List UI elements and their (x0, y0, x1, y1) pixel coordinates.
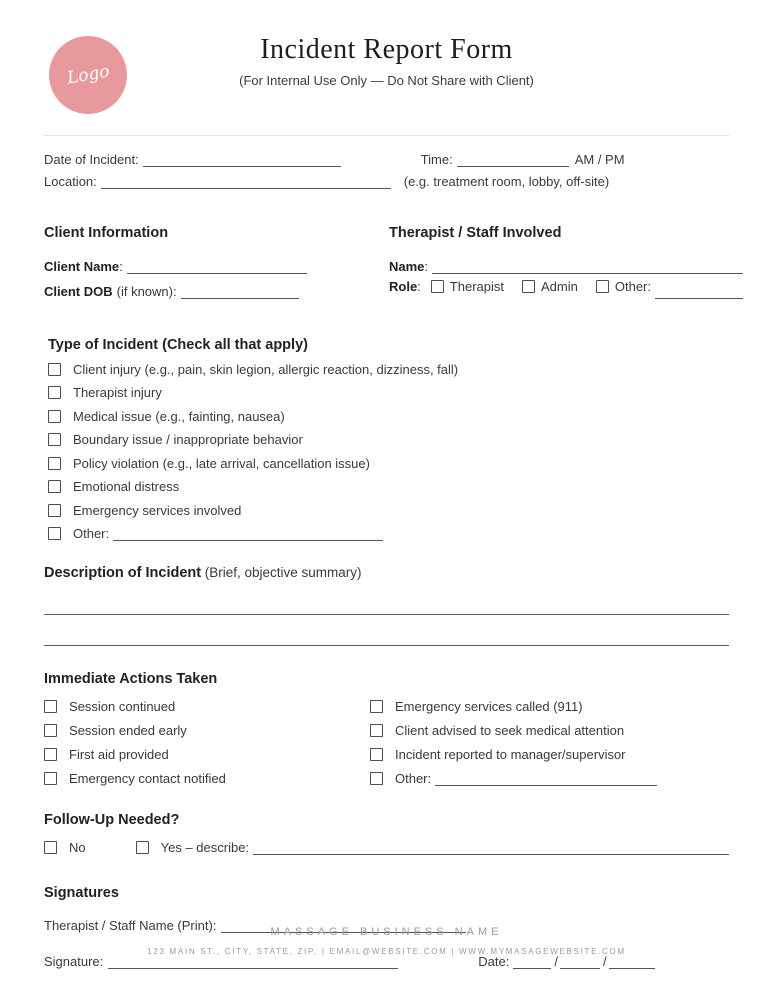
followup-heading: Follow-Up Needed? (44, 812, 180, 828)
date-month-line[interactable] (513, 955, 551, 969)
action-row (370, 771, 729, 786)
incident-type-checkbox[interactable] (48, 527, 61, 540)
role-admin-checkbox[interactable] (522, 280, 535, 293)
client-dob-line[interactable] (181, 285, 299, 299)
actions-right-column (370, 690, 729, 786)
date-day-line[interactable] (560, 955, 600, 969)
business-name: MASSAGE BUSINESS NAME (270, 926, 503, 938)
action-other-line[interactable] (435, 772, 657, 786)
incident-type-label: Other: (73, 526, 110, 541)
followup-yes-checkbox[interactable] (136, 841, 149, 854)
incident-type-checkbox[interactable] (48, 386, 61, 399)
meta-section (44, 146, 729, 189)
am-pm-label: AM / PM (574, 152, 625, 167)
incident-type-label: Emergency services involved (73, 502, 242, 518)
role-admin-label: Admin (541, 279, 578, 294)
action-row (44, 771, 370, 786)
action-row (370, 699, 729, 714)
actions-heading: Immediate Actions Taken (44, 671, 218, 687)
header-divider (44, 135, 729, 136)
client-name-label: Client Name (44, 259, 120, 274)
client-info-column (44, 225, 389, 299)
role-other-checkbox[interactable] (596, 280, 609, 293)
action-checkbox[interactable] (44, 724, 57, 737)
action-row (44, 699, 370, 714)
incident-type-checkbox[interactable] (48, 410, 61, 423)
action-label: Client advised to seek medical attention (395, 723, 625, 738)
followup-no-checkbox[interactable] (44, 841, 57, 854)
incident-type-row (48, 479, 729, 494)
actions-left-column (44, 690, 370, 786)
incident-type-other-line[interactable] (113, 527, 383, 541)
business-contact-line: 123 MAIN ST., CITY, STATE, ZIP, | EMAIL@WEBSITE.COM | WWW.MYMASAGEWEBSITE.COM (147, 947, 626, 956)
page-title: Incident Report Form (260, 34, 513, 65)
action-label: Emergency contact notified (69, 771, 226, 786)
signature-line[interactable] (108, 955, 398, 969)
incident-type-label: Emotional distress (73, 479, 180, 494)
action-checkbox[interactable] (370, 724, 383, 737)
signatures-heading: Signatures (44, 885, 119, 901)
incident-type-checkbox[interactable] (48, 480, 61, 493)
description-section (44, 565, 729, 646)
incident-type-row (48, 409, 729, 424)
followup-describe-line[interactable] (253, 841, 729, 855)
location-hint: (e.g. treatment room, lobby, off-site) (403, 174, 610, 189)
incident-type-row (48, 503, 729, 518)
client-info-heading: Client Information (44, 225, 169, 241)
therapist-info-column (389, 225, 743, 299)
therapist-name-colon: : (424, 259, 429, 274)
client-dob-hint: (if known): (116, 284, 177, 299)
action-checkbox[interactable] (44, 772, 57, 785)
date-slash: / (602, 954, 607, 969)
therapist-name-line[interactable] (432, 260, 743, 274)
date-slash: / (554, 954, 558, 969)
action-label: Other: (395, 771, 432, 786)
action-row (44, 723, 370, 738)
incident-type-row (48, 526, 729, 541)
form-footer (0, 926, 773, 956)
client-dob-label: Client DOB (44, 284, 113, 299)
therapist-info-heading: Therapist / Staff Involved (389, 225, 562, 241)
incident-type-label: Client injury (e.g., pain, skin legion, allergic reaction, dizziness, fall) (73, 361, 459, 377)
description-hint: (Brief, objective summary) (204, 565, 362, 580)
role-therapist-label: Therapist (449, 279, 504, 294)
action-row (370, 747, 729, 762)
client-name-colon: : (119, 259, 123, 274)
date-of-incident-label: Date of Incident: (44, 152, 139, 167)
action-row (44, 747, 370, 762)
action-label: Emergency services called (911) (395, 699, 583, 714)
incident-type-row (48, 432, 729, 447)
role-colon: : (417, 279, 421, 294)
action-row (370, 723, 729, 738)
print-name-label: Therapist / Staff Name (Print): (44, 918, 217, 933)
followup-section (44, 812, 729, 855)
incident-type-checkbox[interactable] (48, 457, 61, 470)
role-label: Role (389, 279, 418, 294)
time-label: Time: (420, 152, 453, 167)
client-name-line[interactable] (127, 260, 307, 274)
role-other-line[interactable] (655, 285, 743, 299)
followup-no-label: No (69, 840, 86, 855)
therapist-name-label: Name (389, 259, 425, 274)
business-logo (49, 36, 127, 114)
form-header (44, 34, 729, 118)
page-subtitle: (For Internal Use Only — Do Not Share with Client) (239, 73, 534, 88)
time-line[interactable] (457, 153, 569, 167)
action-label: Session ended early (69, 723, 187, 738)
incident-type-label: Boundary issue / inappropriate behavior (73, 432, 303, 447)
description-line-2[interactable] (44, 645, 729, 646)
role-other-label: Other: (614, 279, 651, 294)
action-checkbox[interactable] (44, 748, 57, 761)
incident-type-row (48, 385, 729, 400)
signature-label: Signature: (44, 954, 104, 969)
action-label: First aid provided (69, 747, 169, 762)
incident-type-heading: Type of Incident (Check all that apply) (48, 337, 308, 353)
incident-type-checkbox[interactable] (48, 504, 61, 517)
incident-type-label: Therapist injury (73, 385, 162, 400)
action-checkbox[interactable] (370, 700, 383, 713)
date-of-incident-line[interactable] (143, 153, 341, 167)
actions-section (44, 671, 729, 786)
action-checkbox[interactable] (370, 748, 383, 761)
action-label: Session continued (69, 699, 176, 714)
action-checkbox[interactable] (44, 700, 57, 713)
date-year-line[interactable] (609, 955, 655, 969)
location-label: Location: (44, 174, 97, 189)
followup-row (44, 840, 729, 855)
incident-type-label: Policy violation (e.g., late arrival, cancellation issue) (73, 455, 370, 471)
incident-type-section (44, 337, 729, 541)
description-heading: Description of Incident (44, 565, 202, 581)
incident-type-label: Medical issue (e.g., fainting, nausea) (73, 408, 285, 424)
people-section (44, 225, 729, 299)
action-label: Incident reported to manager/supervisor (395, 747, 626, 762)
incident-type-checkbox[interactable] (48, 363, 61, 376)
description-line-1[interactable] (44, 614, 729, 615)
incident-type-row (48, 456, 729, 471)
date-label: Date: (478, 954, 510, 969)
incident-type-row (48, 362, 729, 377)
action-checkbox[interactable] (370, 772, 383, 785)
location-line[interactable] (101, 175, 391, 189)
incident-type-checkbox[interactable] (48, 433, 61, 446)
followup-yes-label: Yes – describe: (160, 840, 250, 855)
logo-text: Logo (65, 61, 111, 89)
role-therapist-checkbox[interactable] (431, 280, 444, 293)
